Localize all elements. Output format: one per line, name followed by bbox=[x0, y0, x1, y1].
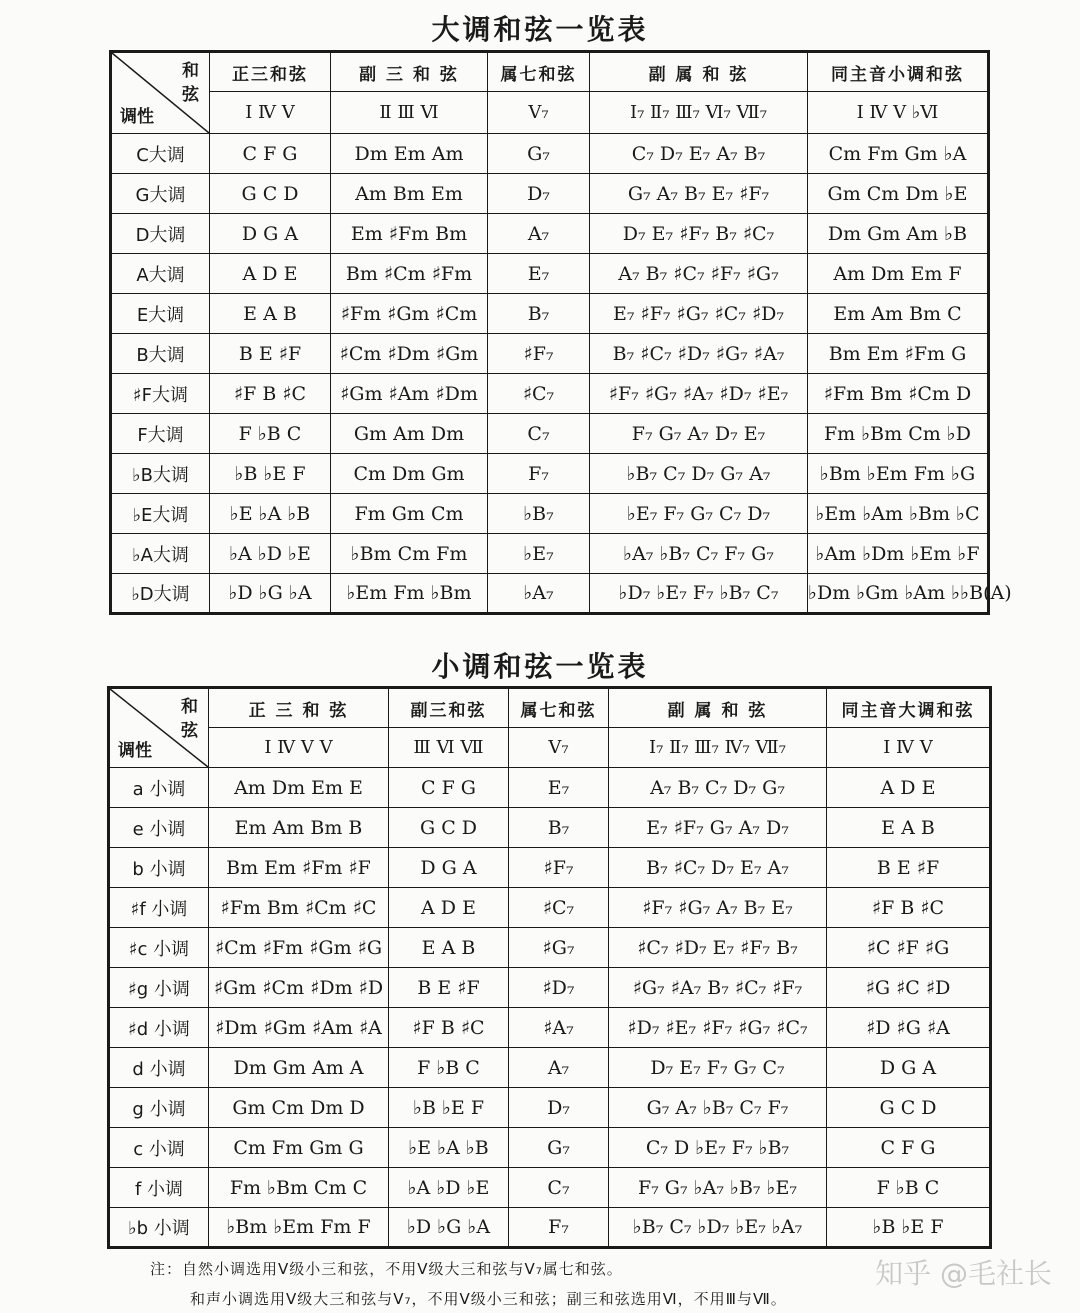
chord-cell: D G A bbox=[389, 848, 509, 888]
table-row bbox=[109, 928, 991, 968]
chord-cell: E₇ bbox=[509, 768, 609, 808]
key-name-cell: ♯g 小调 bbox=[109, 968, 209, 1008]
chord-cell: A D E bbox=[210, 254, 331, 294]
chord-cell: ♯C₇ bbox=[509, 888, 609, 928]
chord-cell: ♭B ♭E F bbox=[389, 1088, 509, 1128]
degree-header: Ⅱ Ⅲ Ⅵ bbox=[331, 92, 488, 134]
chord-cell: C F G bbox=[210, 134, 331, 174]
key-name-cell: ♭E大调 bbox=[111, 494, 210, 534]
chord-cell: Cm Fm Gm G bbox=[209, 1128, 389, 1168]
chord-cell: Em Am Bm B bbox=[209, 808, 389, 848]
chord-cell: B E ♯F bbox=[210, 334, 331, 374]
chord-cell: D₇ bbox=[509, 1088, 609, 1128]
key-name-cell: F大调 bbox=[111, 414, 210, 454]
degree-header: Ⅲ Ⅵ Ⅶ bbox=[389, 728, 509, 768]
chord-cell: ♭Bm ♭Em Fm F bbox=[209, 1208, 389, 1248]
chord-cell: A₇ B₇ ♯C₇ ♯F₇ ♯G₇ bbox=[590, 254, 808, 294]
chord-cell: ♯Fm Bm ♯Cm ♯C bbox=[209, 888, 389, 928]
chord-cell: ♭B₇ C₇ D₇ G₇ A₇ bbox=[590, 454, 808, 494]
chord-cell: ♯F B ♯C bbox=[827, 888, 991, 928]
chord-cell: Cm Dm Gm bbox=[331, 454, 488, 494]
chord-cell: G₇ bbox=[488, 134, 590, 174]
table-row bbox=[111, 414, 989, 454]
chord-cell: F₇ G₇ ♭A₇ ♭B₇ ♭E₇ bbox=[609, 1168, 827, 1208]
chord-cell: D G A bbox=[210, 214, 331, 254]
key-name-cell: A大调 bbox=[111, 254, 210, 294]
chord-cell: G₇ A₇ B₇ E₇ ♯F₇ bbox=[590, 174, 808, 214]
chord-cell: Bm Em ♯Fm G bbox=[808, 334, 989, 374]
key-name-cell: ♯F大调 bbox=[111, 374, 210, 414]
chord-cell: G C D bbox=[827, 1088, 991, 1128]
chord-cell: ♭E ♭A ♭B bbox=[210, 494, 331, 534]
chord-cell: G₇ A₇ ♭B₇ C₇ F₇ bbox=[609, 1088, 827, 1128]
chord-cell: Am Dm Em E bbox=[209, 768, 389, 808]
chord-cell: G₇ bbox=[509, 1128, 609, 1168]
chord-cell: ♭B₇ C₇ ♭D₇ ♭E₇ ♭A₇ bbox=[609, 1208, 827, 1248]
key-name-cell: ♭b 小调 bbox=[109, 1208, 209, 1248]
chord-cell: ♭E₇ bbox=[488, 534, 590, 574]
chord-cell: C₇ D ♭E₇ F₇ ♭B₇ bbox=[609, 1128, 827, 1168]
chord-cell: B₇ ♯C₇ D₇ E₇ A₇ bbox=[609, 848, 827, 888]
chord-cell: ♯D ♯G ♯A bbox=[827, 1008, 991, 1048]
chord-cell: Fm ♭Bm Cm C bbox=[209, 1168, 389, 1208]
table-row bbox=[111, 574, 989, 614]
chord-cell: Fm ♭Bm Cm ♭D bbox=[808, 414, 989, 454]
chord-cell: ♭Bm ♭Em Fm ♭G bbox=[808, 454, 989, 494]
chord-cell: ♯F B ♯C bbox=[210, 374, 331, 414]
minor-table-title: 小调和弦一览表 bbox=[431, 650, 649, 683]
table-row bbox=[109, 1048, 991, 1088]
major-chord-table bbox=[109, 50, 1012, 615]
chord-cell: ♯C ♯F ♯G bbox=[827, 928, 991, 968]
key-name-cell: ♭A大调 bbox=[111, 534, 210, 574]
chord-cell: ♭Bm Cm Fm bbox=[331, 534, 488, 574]
key-name-cell: ♯c 小调 bbox=[109, 928, 209, 968]
chord-cell: Dm Gm Am A bbox=[209, 1048, 389, 1088]
chord-cell: B₇ bbox=[509, 808, 609, 848]
chord-cell: E A B bbox=[210, 294, 331, 334]
key-name-cell: ♭D大调 bbox=[111, 574, 210, 614]
chord-cell: F ♭B C bbox=[210, 414, 331, 454]
chord-cell: ♭A₇ ♭B₇ C₇ F₇ G₇ bbox=[590, 534, 808, 574]
chord-cell: E₇ ♯F₇ G₇ A₇ D₇ bbox=[609, 808, 827, 848]
footnote-line-2: 和声小调选用Ⅴ级大三和弦与Ⅴ₇，不用Ⅴ级小三和弦；副三和弦选用Ⅵ，不用Ⅲ与Ⅶ。 bbox=[190, 1290, 787, 1308]
table-row bbox=[109, 888, 991, 928]
chord-cell: Cm Fm Gm ♭A bbox=[808, 134, 989, 174]
chord-cell: ♭A ♭D ♭E bbox=[210, 534, 331, 574]
key-name-cell: ♭B大调 bbox=[111, 454, 210, 494]
corner-bottom-label: 调性 bbox=[120, 107, 154, 127]
table-row bbox=[109, 968, 991, 1008]
group-header: 副 三 和 弦 bbox=[331, 52, 488, 92]
table-row bbox=[111, 494, 989, 534]
chord-cell: Bm Em ♯Fm ♯F bbox=[209, 848, 389, 888]
chord-cell: ♭B ♭E F bbox=[827, 1208, 991, 1248]
chord-cell: ♯G ♯C ♯D bbox=[827, 968, 991, 1008]
key-name-cell: D大调 bbox=[111, 214, 210, 254]
chord-cell: Fm Gm Cm bbox=[331, 494, 488, 534]
chord-cell: E A B bbox=[827, 808, 991, 848]
chord-cell: G C D bbox=[210, 174, 331, 214]
chord-cell: ♯Gm ♯Cm ♯Dm ♯D bbox=[209, 968, 389, 1008]
chord-cell: ♯Fm ♯Gm ♯Cm bbox=[331, 294, 488, 334]
group-header: 属七和弦 bbox=[509, 688, 609, 728]
chord-cell: D₇ bbox=[488, 174, 590, 214]
chord-cell: E₇ bbox=[488, 254, 590, 294]
chord-cell: B₇ bbox=[488, 294, 590, 334]
watermark: 知乎 @毛社长 bbox=[875, 1257, 1052, 1290]
chord-cell: F₇ bbox=[488, 454, 590, 494]
table-row bbox=[109, 768, 991, 808]
chord-cell: ♯F₇ ♯G₇ A₇ B₇ E₇ bbox=[609, 888, 827, 928]
corner-bottom-label: 调性 bbox=[118, 741, 152, 761]
chord-cell: F ♭B C bbox=[827, 1168, 991, 1208]
chord-cell: Am Bm Em bbox=[331, 174, 488, 214]
degree-header: Ⅴ₇ bbox=[488, 92, 590, 134]
key-name-cell: f 小调 bbox=[109, 1168, 209, 1208]
chord-cell: ♭D ♭G ♭A bbox=[389, 1208, 509, 1248]
table-row bbox=[111, 174, 989, 214]
table-row bbox=[109, 1168, 991, 1208]
chord-cell: Gm Am Dm bbox=[331, 414, 488, 454]
chord-cell: ♭A₇ bbox=[488, 574, 590, 614]
corner-top-label: 和 弦 bbox=[181, 697, 198, 741]
degree-header: Ⅰ Ⅳ Ⅴ ♭Ⅵ bbox=[808, 92, 989, 134]
footnote-line-1: 注：自然小调选用Ⅴ级小三和弦，不用Ⅴ级大三和弦与Ⅴ₇属七和弦。 bbox=[150, 1260, 623, 1278]
group-header: 正 三 和 弦 bbox=[209, 688, 389, 728]
chord-cell: Dm Em Am bbox=[331, 134, 488, 174]
key-name-cell: c 小调 bbox=[109, 1128, 209, 1168]
key-name-cell: d 小调 bbox=[109, 1048, 209, 1088]
group-header: 正三和弦 bbox=[210, 52, 331, 92]
table-row bbox=[109, 1128, 991, 1168]
table-row bbox=[111, 534, 989, 574]
chord-cell: ♯C₇ ♯D₇ E₇ ♯F₇ B₇ bbox=[609, 928, 827, 968]
chord-cell: ♯Dm ♯Gm ♯Am ♯A bbox=[209, 1008, 389, 1048]
chord-cell: A₇ bbox=[509, 1048, 609, 1088]
table-row bbox=[109, 1008, 991, 1048]
group-header: 副三和弦 bbox=[389, 688, 509, 728]
chord-cell: C₇ bbox=[509, 1168, 609, 1208]
chord-cell: B₇ ♯C₇ ♯D₇ ♯G₇ ♯A₇ bbox=[590, 334, 808, 374]
table-row bbox=[111, 134, 989, 174]
group-header: 同主音小调和弦 bbox=[808, 52, 989, 92]
table-row bbox=[111, 254, 989, 294]
chord-cell: Em ♯Fm Bm bbox=[331, 214, 488, 254]
chord-cell: ♭E ♭A ♭B bbox=[389, 1128, 509, 1168]
chord-cell: C₇ bbox=[488, 414, 590, 454]
chord-cell: F₇ G₇ A₇ D₇ E₇ bbox=[590, 414, 808, 454]
chord-cell: E₇ ♯F₇ ♯G₇ ♯C₇ ♯D₇ bbox=[590, 294, 808, 334]
table-row bbox=[109, 1088, 991, 1128]
chord-cell: Gm Cm Dm ♭E bbox=[808, 174, 989, 214]
chord-cell: ♯Fm Bm ♯Cm D bbox=[808, 374, 989, 414]
chord-cell: C F G bbox=[389, 768, 509, 808]
group-header: 同主音大调和弦 bbox=[827, 688, 991, 728]
table-row bbox=[109, 808, 991, 848]
key-name-cell: e 小调 bbox=[109, 808, 209, 848]
minor-chord-table bbox=[107, 686, 992, 1249]
chord-cell: ♯Gm ♯Am ♯Dm bbox=[331, 374, 488, 414]
corner-header bbox=[111, 52, 210, 134]
chord-cell: B E ♯F bbox=[389, 968, 509, 1008]
chord-cell: ♭Em ♭Am ♭Bm ♭C bbox=[808, 494, 989, 534]
chord-cell: F ♭B C bbox=[389, 1048, 509, 1088]
chord-cell: A₇ B₇ C₇ D₇ G₇ bbox=[609, 768, 827, 808]
chord-cell: A₇ bbox=[488, 214, 590, 254]
chord-cell: Gm Cm Dm D bbox=[209, 1088, 389, 1128]
table-row bbox=[111, 374, 989, 414]
chord-cell: A D E bbox=[827, 768, 991, 808]
table-row bbox=[111, 214, 989, 254]
table-row bbox=[109, 1208, 991, 1248]
chord-cell: ♯C₇ bbox=[488, 374, 590, 414]
group-header: 副 属 和 弦 bbox=[590, 52, 808, 92]
key-name-cell: b 小调 bbox=[109, 848, 209, 888]
chord-cell: F₇ bbox=[509, 1208, 609, 1248]
chord-cell: ♯G₇ bbox=[509, 928, 609, 968]
degree-header: Ⅰ Ⅳ Ⅴ bbox=[827, 728, 991, 768]
degree-header: Ⅰ Ⅳ Ⅴ bbox=[210, 92, 331, 134]
degree-header: Ⅰ Ⅳ Ⅴ Ⅴ bbox=[209, 728, 389, 768]
table-row bbox=[111, 294, 989, 334]
chord-cell: ♭D ♭G ♭A bbox=[210, 574, 331, 614]
chord-cell: ♯A₇ bbox=[509, 1008, 609, 1048]
chord-cell: B E ♯F bbox=[827, 848, 991, 888]
chord-cell: ♭A ♭D ♭E bbox=[389, 1168, 509, 1208]
key-name-cell: C大调 bbox=[111, 134, 210, 174]
chord-cell: ♯F₇ bbox=[509, 848, 609, 888]
major-table-title: 大调和弦一览表 bbox=[431, 13, 649, 46]
chord-cell: ♭Dm ♭Gm ♭Am ♭♭B(A) bbox=[808, 574, 989, 614]
key-name-cell: ♯f 小调 bbox=[109, 888, 209, 928]
key-name-cell: E大调 bbox=[111, 294, 210, 334]
chord-cell: ♯D₇ bbox=[509, 968, 609, 1008]
chord-cell: D₇ E₇ ♯F₇ B₇ ♯C₇ bbox=[590, 214, 808, 254]
chord-cell: Bm ♯Cm ♯Fm bbox=[331, 254, 488, 294]
table-row bbox=[111, 454, 989, 494]
chord-cell: E A B bbox=[389, 928, 509, 968]
chord-cell: ♯G₇ ♯A₇ B₇ ♯C₇ ♯F₇ bbox=[609, 968, 827, 1008]
chord-cell: D G A bbox=[827, 1048, 991, 1088]
group-header: 副 属 和 弦 bbox=[609, 688, 827, 728]
key-name-cell: a 小调 bbox=[109, 768, 209, 808]
corner-header bbox=[109, 688, 209, 768]
chord-cell: ♭Am ♭Dm ♭Em ♭F bbox=[808, 534, 989, 574]
chord-cell: Am Dm Em F bbox=[808, 254, 989, 294]
chord-cell: ♭B ♭E F bbox=[210, 454, 331, 494]
key-name-cell: G大调 bbox=[111, 174, 210, 214]
degree-header: Ⅰ₇ Ⅱ₇ Ⅲ₇ Ⅵ₇ Ⅶ₇ bbox=[590, 92, 808, 134]
table-row bbox=[111, 334, 989, 374]
chord-cell: C F G bbox=[827, 1128, 991, 1168]
chord-cell: ♯Cm ♯Dm ♯Gm bbox=[331, 334, 488, 374]
key-name-cell: B大调 bbox=[111, 334, 210, 374]
chord-cell: C₇ D₇ E₇ A₇ B₇ bbox=[590, 134, 808, 174]
chord-cell: ♯Cm ♯Fm ♯Gm ♯G bbox=[209, 928, 389, 968]
chord-cell: Em Am Bm C bbox=[808, 294, 989, 334]
chord-cell: ♯F B ♯C bbox=[389, 1008, 509, 1048]
key-name-cell: g 小调 bbox=[109, 1088, 209, 1128]
chord-cell: ♯F₇ bbox=[488, 334, 590, 374]
table-row bbox=[109, 848, 991, 888]
chord-cell: ♭E₇ F₇ G₇ C₇ D₇ bbox=[590, 494, 808, 534]
chord-cell: Dm Gm Am ♭B bbox=[808, 214, 989, 254]
group-header: 属七和弦 bbox=[488, 52, 590, 92]
chord-cell: D₇ E₇ F₇ G₇ C₇ bbox=[609, 1048, 827, 1088]
corner-top-label: 和 弦 bbox=[182, 61, 199, 105]
key-name-cell: ♯d 小调 bbox=[109, 1008, 209, 1048]
chord-cell: ♭B₇ bbox=[488, 494, 590, 534]
chord-cell: G C D bbox=[389, 808, 509, 848]
chord-cell: ♯D₇ ♯E₇ ♯F₇ ♯G₇ ♯C₇ bbox=[609, 1008, 827, 1048]
chord-cell: A D E bbox=[389, 888, 509, 928]
chord-cell: ♭Em Fm ♭Bm bbox=[331, 574, 488, 614]
chord-cell: ♯F₇ ♯G₇ ♯A₇ ♯D₇ ♯E₇ bbox=[590, 374, 808, 414]
chord-cell: ♭D₇ ♭E₇ F₇ ♭B₇ C₇ bbox=[590, 574, 808, 614]
degree-header: Ⅴ₇ bbox=[509, 728, 609, 768]
degree-header: Ⅰ₇ Ⅱ₇ Ⅲ₇ Ⅳ₇ Ⅶ₇ bbox=[609, 728, 827, 768]
